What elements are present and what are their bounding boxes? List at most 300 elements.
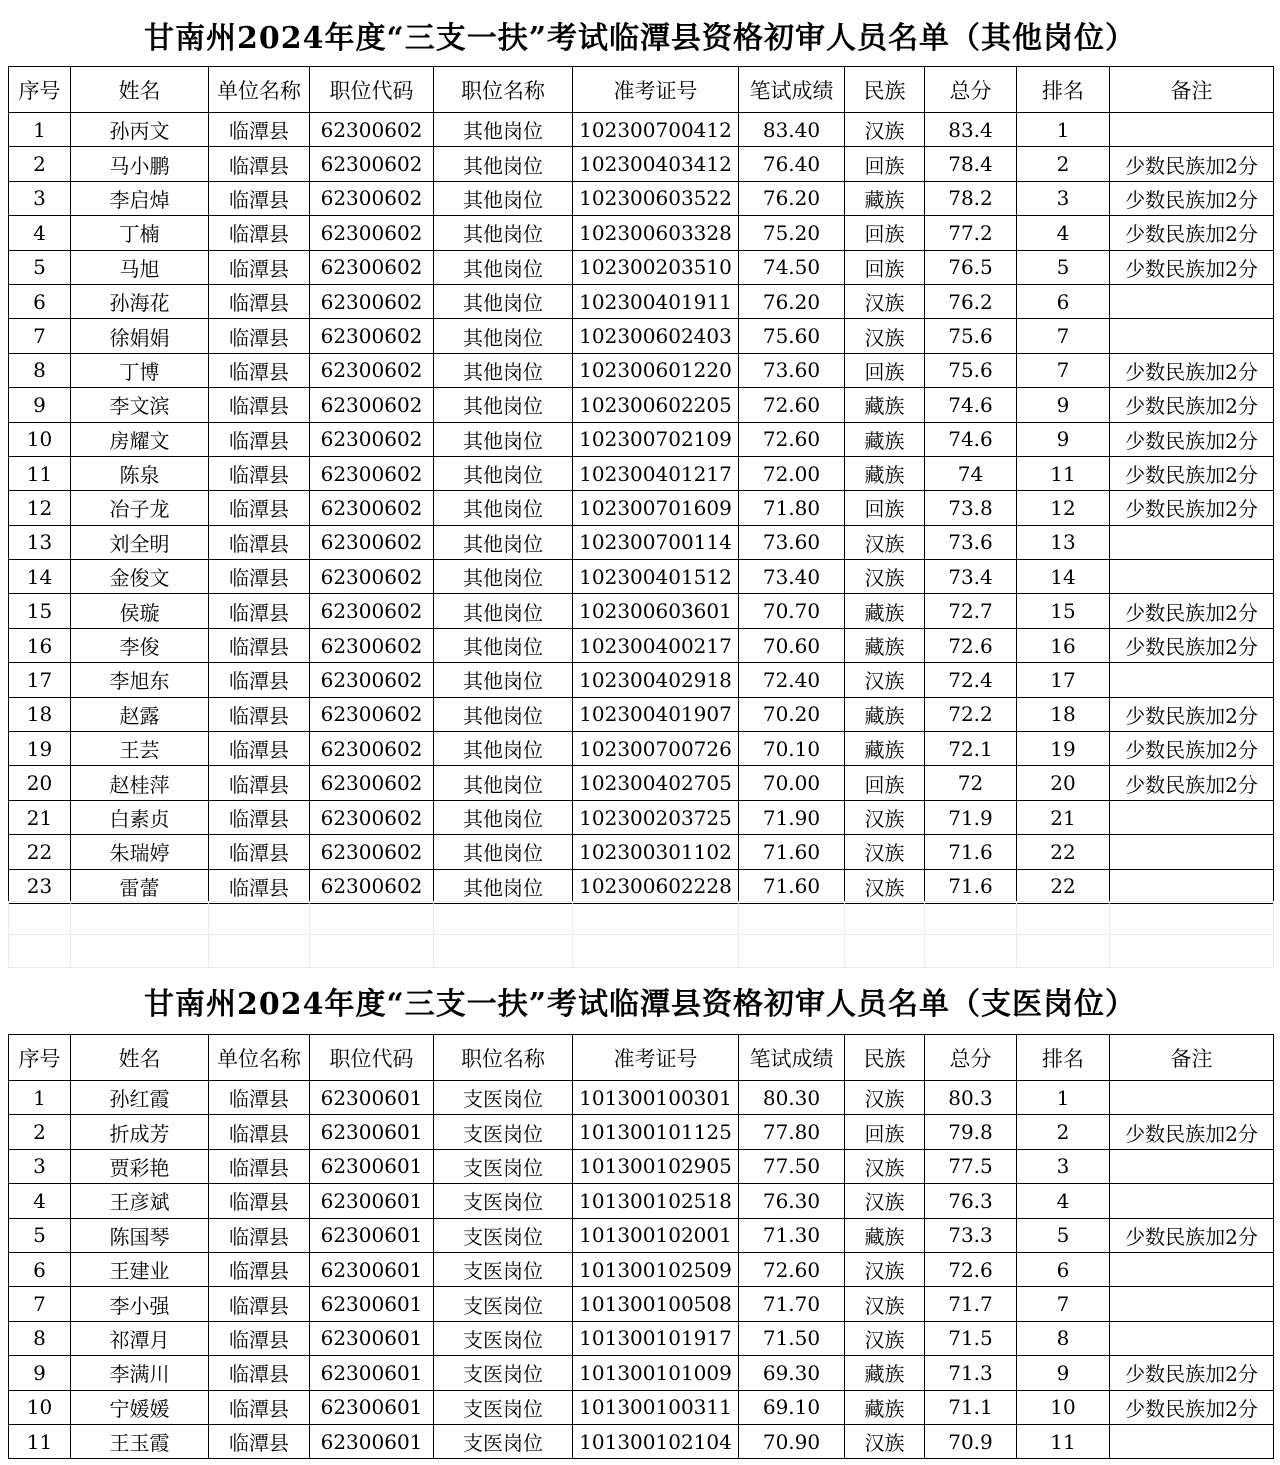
cell-position-name: 其他岗位 [434,835,573,869]
cell-name: 陈国琴 [71,1218,209,1252]
cell-remark: 少数民族加2分 [1110,181,1274,215]
cell-total-score: 77.2 [925,216,1017,250]
table-row [9,1356,1274,1390]
cell-remark: 少数民族加2分 [1110,1115,1274,1149]
cell-ethnicity: 汉族 [845,319,925,353]
cell-ethnicity: 汉族 [845,113,925,147]
cell-rank: 8 [1017,1321,1110,1355]
cell-ticket-number: 102300602228 [573,869,739,903]
table-row [9,491,1274,525]
cell-ticket-number: 101300102518 [573,1184,739,1218]
cell-remark [1110,560,1274,594]
cell-written-score: 72.60 [739,422,845,456]
cell-ticket-number: 102300203725 [573,800,739,834]
cell-ticket-number: 101300102001 [573,1218,739,1252]
table-row [9,594,1274,628]
cell-remark [1110,1184,1274,1218]
cell-seq: 7 [9,319,71,353]
cell-name: 祁潭月 [71,1321,209,1355]
cell-seq: 11 [9,1424,71,1458]
table-row [9,181,1274,215]
cell-position-code: 62300602 [310,766,434,800]
cell-seq: 3 [9,1149,71,1183]
cell-position-code: 62300601 [310,1390,434,1424]
cell-ethnicity: 藏族 [845,1218,925,1252]
table-row [9,353,1274,387]
cell-ticket-number: 102300603522 [573,181,739,215]
cell-name: 王玉霞 [71,1424,209,1458]
cell-total-score: 76.3 [925,1184,1017,1218]
table-row [9,250,1274,284]
cell-total-score: 71.9 [925,800,1017,834]
cell-total-score: 71.7 [925,1287,1017,1321]
cell-total-score: 74 [925,456,1017,490]
cell-position-name: 其他岗位 [434,319,573,353]
cell-position-name: 其他岗位 [434,113,573,147]
cell-ethnicity: 藏族 [845,1356,925,1390]
cell-written-score: 76.20 [739,284,845,318]
cell-written-score: 70.90 [739,1424,845,1458]
cell-position-code: 62300602 [310,456,434,490]
cell-ethnicity: 汉族 [845,1149,925,1183]
cell-rank: 4 [1017,216,1110,250]
cell-ethnicity: 藏族 [845,456,925,490]
cell-position-code: 62300601 [310,1287,434,1321]
cell-seq: 8 [9,353,71,387]
cell-written-score: 71.80 [739,491,845,525]
cell-ticket-number: 102300402918 [573,663,739,697]
cell-remark [1110,869,1274,903]
cell-remark [1110,800,1274,834]
column-header-rank: 排名 [1017,67,1110,113]
cell-unit: 临潭县 [209,1390,310,1424]
cell-remark [1110,1424,1274,1458]
cell-position-name: 其他岗位 [434,628,573,662]
column-header-position-name: 职位名称 [434,1035,573,1081]
cell-rank: 13 [1017,525,1110,559]
cell-remark [1110,1081,1274,1115]
cell-remark: 少数民族加2分 [1110,1218,1274,1252]
cell-ticket-number: 101300101917 [573,1321,739,1355]
cell-seq: 10 [9,422,71,456]
cell-position-name: 其他岗位 [434,422,573,456]
cell-seq: 3 [9,181,71,215]
cell-position-code: 62300602 [310,525,434,559]
cell-position-code: 62300601 [310,1252,434,1286]
cell-seq: 9 [9,388,71,422]
cell-rank: 21 [1017,800,1110,834]
cell-remark: 少数民族加2分 [1110,697,1274,731]
cell-rank: 3 [1017,1149,1110,1183]
cell-position-name: 其他岗位 [434,697,573,731]
cell-position-name: 支医岗位 [434,1218,573,1252]
cell-remark: 少数民族加2分 [1110,216,1274,250]
cell-written-score: 71.60 [739,835,845,869]
cell-total-score: 72.6 [925,628,1017,662]
blank-spacer-rows [8,901,1274,968]
cell-ethnicity: 汉族 [845,1287,925,1321]
cell-name: 白素贞 [71,800,209,834]
cell-seq: 7 [9,1287,71,1321]
cell-total-score: 72.4 [925,663,1017,697]
cell-position-code: 62300601 [310,1424,434,1458]
cell-total-score: 76.5 [925,250,1017,284]
cell-position-name: 其他岗位 [434,388,573,422]
cell-written-score: 73.60 [739,525,845,559]
cell-unit: 临潭县 [209,422,310,456]
cell-remark [1110,284,1274,318]
cell-name: 赵露 [71,697,209,731]
cell-name: 冶子龙 [71,491,209,525]
cell-rank: 22 [1017,835,1110,869]
cell-position-name: 支医岗位 [434,1252,573,1286]
cell-remark [1110,1252,1274,1286]
table-row [9,1115,1274,1149]
cell-seq: 5 [9,1218,71,1252]
cell-seq: 9 [9,1356,71,1390]
table-header-row [9,1035,1274,1081]
cell-ethnicity: 汉族 [845,1252,925,1286]
cell-position-name: 支医岗位 [434,1081,573,1115]
cell-total-score: 78.2 [925,181,1017,215]
cell-ticket-number: 102300401907 [573,697,739,731]
cell-ticket-number: 102300401512 [573,560,739,594]
table-row [9,388,1274,422]
cell-written-score: 76.20 [739,181,845,215]
table-row [9,766,1274,800]
column-header-unit: 单位名称 [209,67,310,113]
cell-name: 孙海花 [71,284,209,318]
cell-position-name: 其他岗位 [434,766,573,800]
cell-remark [1110,1287,1274,1321]
table-row [9,113,1274,147]
cell-remark [1110,525,1274,559]
cell-name: 丁楠 [71,216,209,250]
cell-ticket-number: 101300101125 [573,1115,739,1149]
cell-name: 丁博 [71,353,209,387]
cell-position-name: 其他岗位 [434,456,573,490]
cell-written-score: 71.70 [739,1287,845,1321]
cell-unit: 临潭县 [209,181,310,215]
cell-seq: 6 [9,284,71,318]
cell-position-name: 其他岗位 [434,491,573,525]
cell-ethnicity: 回族 [845,147,925,181]
cell-ethnicity: 汉族 [845,525,925,559]
cell-position-name: 其他岗位 [434,181,573,215]
cell-name: 孙丙文 [71,113,209,147]
cell-written-score: 76.30 [739,1184,845,1218]
cell-rank: 3 [1017,181,1110,215]
table-row [9,422,1274,456]
column-header-position-code: 职位代码 [310,67,434,113]
cell-unit: 临潭县 [209,250,310,284]
cell-unit: 临潭县 [209,1149,310,1183]
cell-remark [1110,113,1274,147]
cell-ticket-number: 102300301102 [573,835,739,869]
cell-remark: 少数民族加2分 [1110,422,1274,456]
cell-name: 王芸 [71,732,209,766]
cell-written-score: 83.40 [739,113,845,147]
cell-remark: 少数民族加2分 [1110,147,1274,181]
cell-total-score: 83.4 [925,113,1017,147]
table-row [9,800,1274,834]
cell-position-code: 62300602 [310,113,434,147]
cell-name: 马旭 [71,250,209,284]
cell-position-name: 支医岗位 [434,1424,573,1458]
column-header-ticket-number: 准考证号 [573,67,739,113]
cell-written-score: 73.40 [739,560,845,594]
cell-seq: 13 [9,525,71,559]
cell-written-score: 72.60 [739,388,845,422]
cell-seq: 23 [9,869,71,903]
cell-ethnicity: 回族 [845,353,925,387]
cell-position-code: 62300602 [310,628,434,662]
cell-seq: 5 [9,250,71,284]
cell-seq: 4 [9,216,71,250]
cell-written-score: 76.40 [739,147,845,181]
cell-name: 侯璇 [71,594,209,628]
cell-ethnicity: 回族 [845,491,925,525]
cell-seq: 16 [9,628,71,662]
cell-position-code: 62300602 [310,869,434,903]
cell-written-score: 72.40 [739,663,845,697]
cell-name: 折成芳 [71,1115,209,1149]
cell-remark: 少数民族加2分 [1110,1390,1274,1424]
cell-name: 王彦斌 [71,1184,209,1218]
cell-unit: 临潭县 [209,456,310,490]
column-header-remark: 备注 [1110,67,1274,113]
cell-total-score: 71.6 [925,869,1017,903]
cell-name: 赵桂萍 [71,766,209,800]
cell-rank: 15 [1017,594,1110,628]
cell-written-score: 70.00 [739,766,845,800]
cell-written-score: 80.30 [739,1081,845,1115]
table-row [9,284,1274,318]
cell-position-code: 62300602 [310,147,434,181]
column-header-total-score: 总分 [925,67,1017,113]
column-header-seq: 序号 [9,1035,71,1081]
cell-name: 陈泉 [71,456,209,490]
cell-total-score: 74.6 [925,388,1017,422]
cell-name: 孙红霞 [71,1081,209,1115]
cell-total-score: 71.1 [925,1390,1017,1424]
cell-position-code: 62300601 [310,1149,434,1183]
cell-rank: 17 [1017,663,1110,697]
cell-position-code: 62300601 [310,1184,434,1218]
table-row [9,1252,1274,1286]
cell-total-score: 75.6 [925,319,1017,353]
cell-written-score: 71.50 [739,1321,845,1355]
cell-rank: 11 [1017,456,1110,490]
table-other-positions [8,66,1274,904]
cell-unit: 临潭县 [209,766,310,800]
cell-rank: 5 [1017,1218,1110,1252]
cell-name: 王建业 [71,1252,209,1286]
cell-name: 房耀文 [71,422,209,456]
cell-written-score: 72.60 [739,1252,845,1286]
cell-rank: 7 [1017,319,1110,353]
cell-remark [1110,1321,1274,1355]
cell-unit: 临潭县 [209,1184,310,1218]
cell-total-score: 72 [925,766,1017,800]
cell-unit: 临潭县 [209,113,310,147]
cell-rank: 12 [1017,491,1110,525]
column-header-ethnicity: 民族 [845,1035,925,1081]
cell-total-score: 76.2 [925,284,1017,318]
cell-rank: 1 [1017,113,1110,147]
cell-name: 马小鹏 [71,147,209,181]
cell-position-code: 62300602 [310,697,434,731]
cell-position-code: 62300602 [310,250,434,284]
cell-name: 金俊文 [71,560,209,594]
cell-unit: 临潭县 [209,353,310,387]
cell-ethnicity: 藏族 [845,594,925,628]
cell-rank: 6 [1017,1252,1110,1286]
column-header-unit: 单位名称 [209,1035,310,1081]
cell-ethnicity: 回族 [845,216,925,250]
cell-name: 徐娟娟 [71,319,209,353]
cell-ticket-number: 102300401911 [573,284,739,318]
column-header-written-score: 笔试成绩 [739,67,845,113]
cell-remark [1110,663,1274,697]
table-row [9,147,1274,181]
cell-unit: 临潭县 [209,1424,310,1458]
cell-name: 雷蕾 [71,869,209,903]
cell-rank: 11 [1017,1424,1110,1458]
cell-ethnicity: 汉族 [845,800,925,834]
cell-ethnicity: 回族 [845,766,925,800]
cell-rank: 16 [1017,628,1110,662]
cell-ethnicity: 藏族 [845,732,925,766]
cell-total-score: 71.3 [925,1356,1017,1390]
cell-position-name: 其他岗位 [434,250,573,284]
cell-written-score: 69.30 [739,1356,845,1390]
cell-seq: 18 [9,697,71,731]
cell-seq: 2 [9,1115,71,1149]
cell-position-code: 62300601 [310,1321,434,1355]
cell-position-name: 其他岗位 [434,800,573,834]
cell-unit: 临潭县 [209,663,310,697]
cell-position-name: 支医岗位 [434,1321,573,1355]
cell-position-name: 其他岗位 [434,525,573,559]
cell-remark [1110,319,1274,353]
cell-unit: 临潭县 [209,594,310,628]
cell-remark: 少数民族加2分 [1110,766,1274,800]
table-row [9,628,1274,662]
cell-written-score: 71.30 [739,1218,845,1252]
column-header-seq: 序号 [9,67,71,113]
cell-ticket-number: 101300100311 [573,1390,739,1424]
cell-rank: 20 [1017,766,1110,800]
cell-ethnicity: 汉族 [845,284,925,318]
cell-name: 贾彩艳 [71,1149,209,1183]
cell-total-score: 70.9 [925,1424,1017,1458]
cell-position-code: 62300602 [310,353,434,387]
cell-name: 李小强 [71,1287,209,1321]
cell-remark: 少数民族加2分 [1110,491,1274,525]
cell-rank: 5 [1017,250,1110,284]
cell-remark: 少数民族加2分 [1110,732,1274,766]
cell-ethnicity: 汉族 [845,663,925,697]
cell-ethnicity: 回族 [845,250,925,284]
table-row [9,1149,1274,1183]
cell-unit: 临潭县 [209,697,310,731]
cell-written-score: 77.80 [739,1115,845,1149]
cell-position-code: 62300602 [310,181,434,215]
cell-position-name: 支医岗位 [434,1184,573,1218]
cell-rank: 9 [1017,388,1110,422]
cell-ticket-number: 101300102104 [573,1424,739,1458]
table-row [9,1424,1274,1458]
cell-remark: 少数民族加2分 [1110,628,1274,662]
cell-rank: 22 [1017,869,1110,903]
cell-ethnicity: 藏族 [845,181,925,215]
column-header-written-score: 笔试成绩 [739,1035,845,1081]
cell-name: 李满川 [71,1356,209,1390]
cell-seq: 15 [9,594,71,628]
cell-total-score: 79.8 [925,1115,1017,1149]
cell-written-score: 70.70 [739,594,845,628]
cell-ticket-number: 102300700412 [573,113,739,147]
cell-written-score: 71.90 [739,800,845,834]
cell-ticket-number: 101300101009 [573,1356,739,1390]
cell-seq: 21 [9,800,71,834]
cell-seq: 4 [9,1184,71,1218]
cell-seq: 6 [9,1252,71,1286]
cell-seq: 1 [9,1081,71,1115]
cell-remark: 少数民族加2分 [1110,353,1274,387]
cell-unit: 临潭县 [209,628,310,662]
cell-remark [1110,1149,1274,1183]
cell-position-name: 其他岗位 [434,732,573,766]
cell-remark: 少数民族加2分 [1110,456,1274,490]
cell-total-score: 71.6 [925,835,1017,869]
cell-rank: 2 [1017,1115,1110,1149]
cell-unit: 临潭县 [209,1356,310,1390]
table-row [9,663,1274,697]
cell-position-code: 62300601 [310,1356,434,1390]
cell-name: 宁媛媛 [71,1390,209,1424]
cell-unit: 临潭县 [209,1081,310,1115]
cell-written-score: 72.00 [739,456,845,490]
cell-total-score: 77.5 [925,1149,1017,1183]
cell-rank: 10 [1017,1390,1110,1424]
cell-ethnicity: 藏族 [845,422,925,456]
table-row [9,1218,1274,1252]
table-row [9,732,1274,766]
cell-unit: 临潭县 [209,319,310,353]
cell-total-score: 72.6 [925,1252,1017,1286]
cell-ticket-number: 102300602205 [573,388,739,422]
cell-unit: 临潭县 [209,216,310,250]
cell-unit: 临潭县 [209,1252,310,1286]
cell-ticket-number: 102300402705 [573,766,739,800]
cell-position-name: 其他岗位 [434,284,573,318]
cell-seq: 20 [9,766,71,800]
cell-position-code: 62300602 [310,491,434,525]
cell-ticket-number: 102300700726 [573,732,739,766]
column-header-ticket-number: 准考证号 [573,1035,739,1081]
cell-position-code: 62300602 [310,560,434,594]
cell-position-name: 其他岗位 [434,663,573,697]
cell-ethnicity: 汉族 [845,1321,925,1355]
cell-position-code: 62300602 [310,284,434,318]
cell-seq: 8 [9,1321,71,1355]
cell-unit: 临潭县 [209,1321,310,1355]
table-row [9,1321,1274,1355]
cell-unit: 临潭县 [209,388,310,422]
table-header-row [9,67,1274,113]
